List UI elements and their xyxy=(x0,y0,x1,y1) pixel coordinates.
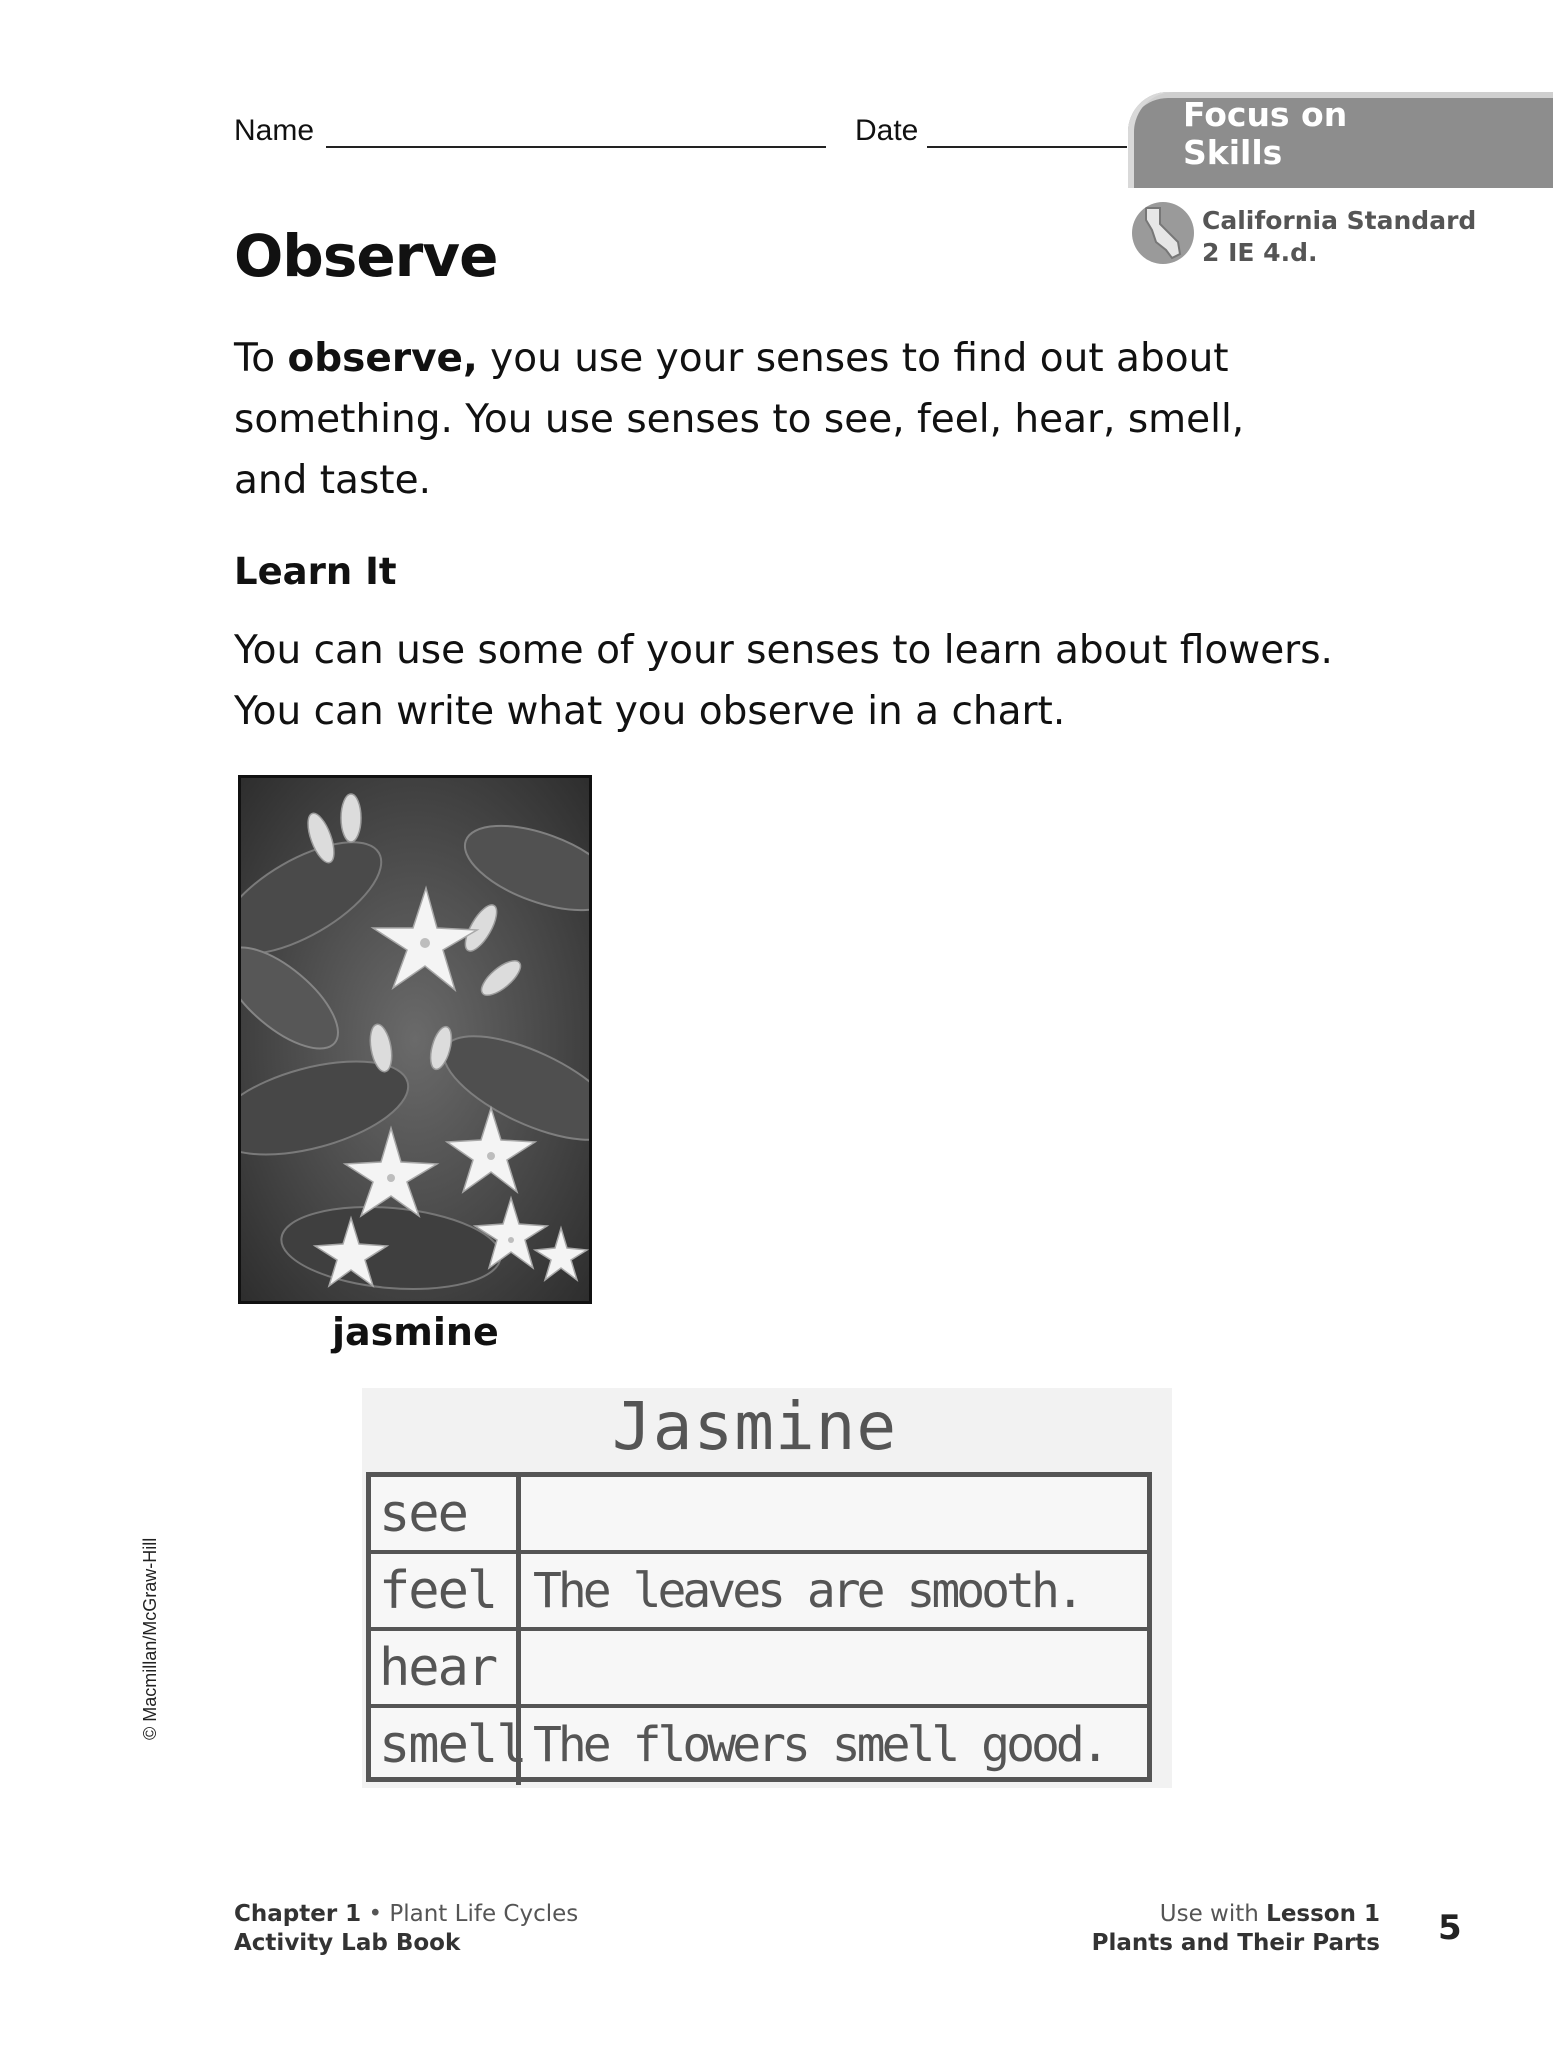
footer-lesson-title: Plants and Their Parts xyxy=(1091,1930,1380,1956)
footer-chapter xyxy=(234,1900,578,1958)
column-divider xyxy=(516,1554,521,1627)
footer-lesson-number: Lesson 1 xyxy=(1266,1901,1380,1927)
copyright-notice: © Macmillan/McGraw-Hill xyxy=(140,1537,160,1740)
observation-chart xyxy=(366,1472,1152,1782)
learn-it-paragraph xyxy=(234,620,1333,742)
intro-bold-term: observe, xyxy=(287,336,478,381)
footer-lesson xyxy=(1092,1900,1380,1958)
california-standard xyxy=(1202,205,1476,269)
name-label: Name xyxy=(234,114,315,147)
standard-label: California Standard xyxy=(1202,206,1477,235)
chart-row xyxy=(371,1631,1147,1708)
intro-text-line3: and taste. xyxy=(234,458,431,503)
date-line[interactable] xyxy=(927,146,1127,148)
footer-chapter-title: • Plant Life Cycles xyxy=(361,1901,579,1927)
date-label: Date xyxy=(855,114,919,147)
chart-row xyxy=(371,1477,1147,1554)
page-number: 5 xyxy=(1438,1908,1462,1948)
chart-row xyxy=(371,1708,1147,1785)
name-line[interactable] xyxy=(326,146,826,148)
column-divider xyxy=(516,1477,521,1550)
footer-use-with: Use with xyxy=(1159,1901,1267,1927)
observation-cell: The leaves are smooth. xyxy=(533,1563,1081,1619)
footer-book-title: Activity Lab Book xyxy=(234,1930,461,1956)
sense-cell: see xyxy=(379,1484,467,1544)
focus-tab-line1: Focus on xyxy=(1183,95,1348,134)
intro-text-line1: you use your senses to find out about xyxy=(477,336,1229,381)
learn-text-line2: You can write what you observe in a chart. xyxy=(234,689,1066,734)
column-divider xyxy=(516,1631,521,1704)
standard-code: 2 IE 4.d. xyxy=(1202,238,1318,267)
photo-caption: jasmine xyxy=(332,1310,499,1354)
footer-chapter-number: Chapter 1 xyxy=(234,1901,362,1927)
sense-cell: feel xyxy=(379,1561,497,1621)
learn-text-line1: You can use some of your senses to learn about flowers. xyxy=(234,628,1333,673)
intro-text-line2: something. You use senses to see, feel, hear, smell, xyxy=(234,397,1245,442)
intro-text-start: To xyxy=(234,336,288,381)
page-title: Observe xyxy=(234,222,498,290)
observation-cell: The flowers smell good. xyxy=(533,1717,1106,1773)
sense-cell: smell xyxy=(379,1715,526,1775)
focus-tab-line2: Skills xyxy=(1183,133,1283,172)
chart-row xyxy=(371,1554,1147,1631)
intro-paragraph xyxy=(234,328,1244,511)
sense-cell: hear xyxy=(379,1638,497,1698)
chart-title: Jasmine xyxy=(612,1388,898,1465)
california-map-icon xyxy=(1132,202,1194,264)
learn-it-heading: Learn It xyxy=(234,550,397,593)
focus-on-skills-label xyxy=(1183,96,1347,172)
jasmine-photo xyxy=(238,775,592,1304)
